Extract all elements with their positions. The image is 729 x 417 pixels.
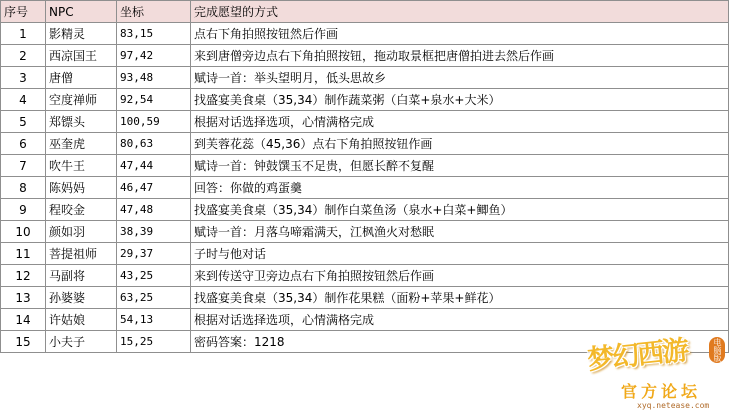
table-row (1, 155, 729, 177)
cell-npc: 陈妈妈 (46, 177, 117, 199)
cell-npc: 西凉国王 (46, 45, 117, 67)
cell-seq: 4 (1, 89, 46, 111)
table-row (1, 287, 729, 309)
cell-npc: 空度禅师 (46, 89, 117, 111)
table-row (1, 111, 729, 133)
cell-method: 密码答案：1218 (191, 331, 729, 353)
cell-coord: 93,48 (117, 67, 191, 89)
table-row (1, 89, 729, 111)
cell-coord: 63,25 (117, 287, 191, 309)
cell-seq: 11 (1, 243, 46, 265)
cell-coord: 54,13 (117, 309, 191, 331)
table-row (1, 45, 729, 67)
cell-method: 赋诗一首：钟鼓馔玉不足贵，但愿长醉不复醒 (191, 155, 729, 177)
cell-method: 子时与他对话 (191, 243, 729, 265)
table-row (1, 23, 729, 45)
cell-coord: 38,39 (117, 221, 191, 243)
cell-seq: 2 (1, 45, 46, 67)
cell-npc: 马副将 (46, 265, 117, 287)
cell-seq: 12 (1, 265, 46, 287)
table-row (1, 199, 729, 221)
logo-badge: 电脑版 (709, 337, 725, 363)
cell-coord: 29,37 (117, 243, 191, 265)
cell-method: 来到传送守卫旁边点右下角拍照按钮然后作画 (191, 265, 729, 287)
table-row (1, 309, 729, 331)
cell-coord: 80,63 (117, 133, 191, 155)
header-npc: NPC (46, 1, 117, 23)
cell-npc: 孙婆婆 (46, 287, 117, 309)
cell-seq: 1 (1, 23, 46, 45)
cell-seq: 15 (1, 331, 46, 353)
cell-coord: 15,25 (117, 331, 191, 353)
logo-title: 梦幻西游 (585, 334, 689, 377)
cell-coord: 46,47 (117, 177, 191, 199)
cell-method: 找盛宴美食桌（35,34）制作花果糕（面粉+苹果+鲜花） (191, 287, 729, 309)
cell-method: 找盛宴美食桌（35,34）制作蔬菜粥（白菜+泉水+大米） (191, 89, 729, 111)
cell-seq: 13 (1, 287, 46, 309)
table-row (1, 331, 729, 353)
logo-url: xyq.netease.com (637, 401, 710, 410)
table-header-row (1, 1, 729, 23)
table-row (1, 67, 729, 89)
cell-npc: 小夫子 (46, 331, 117, 353)
cell-coord: 43,25 (117, 265, 191, 287)
cell-method: 到芙蓉花蕊（45,36）点右下角拍照按钮作画 (191, 133, 729, 155)
cell-method: 点右下角拍照按钮然后作画 (191, 23, 729, 45)
cell-method: 找盛宴美食桌（35,34）制作白菜鱼汤（泉水+白菜+鲫鱼） (191, 199, 729, 221)
header-seq: 序号 (1, 1, 46, 23)
cell-npc: 许姑娘 (46, 309, 117, 331)
cell-seq: 14 (1, 309, 46, 331)
cell-npc: 程咬金 (46, 199, 117, 221)
table-row (1, 133, 729, 155)
header-method: 完成愿望的方式 (191, 1, 729, 23)
cell-method: 来到唐僧旁边点右下角拍照按钮，拖动取景框把唐僧拍进去然后作画 (191, 45, 729, 67)
cell-npc: 影精灵 (46, 23, 117, 45)
cell-seq: 9 (1, 199, 46, 221)
cell-coord: 92,54 (117, 89, 191, 111)
cell-seq: 3 (1, 67, 46, 89)
cell-method: 赋诗一首：月落乌啼霜满天，江枫渔火对愁眠 (191, 221, 729, 243)
cell-coord: 47,44 (117, 155, 191, 177)
table-row (1, 243, 729, 265)
cell-coord: 83,15 (117, 23, 191, 45)
cell-seq: 5 (1, 111, 46, 133)
header-coord: 坐标 (117, 1, 191, 23)
cell-method: 根据对话选择选项，心情满格完成 (191, 111, 729, 133)
cell-method: 根据对话选择选项，心情满格完成 (191, 309, 729, 331)
cell-method: 赋诗一首：举头望明月，低头思故乡 (191, 67, 729, 89)
cell-npc: 吹牛王 (46, 155, 117, 177)
cell-seq: 7 (1, 155, 46, 177)
cell-npc: 菩提祖师 (46, 243, 117, 265)
table-row (1, 221, 729, 243)
table-row (1, 265, 729, 287)
cell-coord: 47,48 (117, 199, 191, 221)
cell-npc: 郑镖头 (46, 111, 117, 133)
cell-seq: 6 (1, 133, 46, 155)
cell-npc: 颜如羽 (46, 221, 117, 243)
cell-coord: 97,42 (117, 45, 191, 67)
table-row (1, 177, 729, 199)
cell-method: 回答：你做的鸡蛋羹 (191, 177, 729, 199)
cell-seq: 10 (1, 221, 46, 243)
logo-subtitle: 官方论坛 (621, 382, 702, 401)
cell-npc: 唐僧 (46, 67, 117, 89)
cell-npc: 巫奎虎 (46, 133, 117, 155)
cell-seq: 8 (1, 177, 46, 199)
cell-coord: 100,59 (117, 111, 191, 133)
